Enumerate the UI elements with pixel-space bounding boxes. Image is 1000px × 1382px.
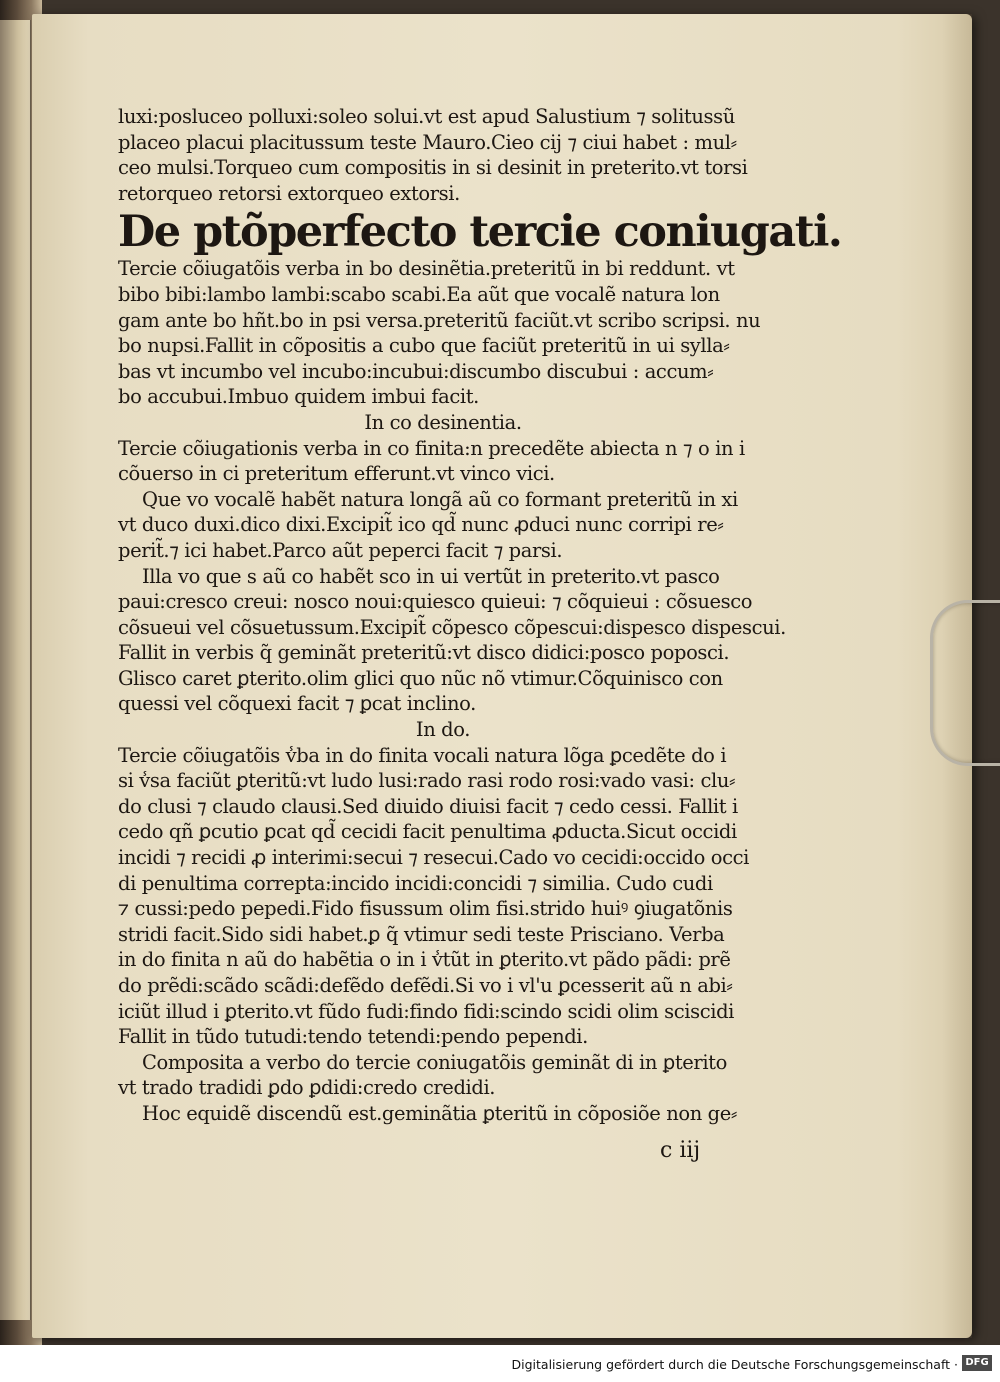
text-line: Illa vo que s aũ co habẽt sco in ui vertũt in preterito.vt pasco (142, 564, 720, 588)
text-line: cõsueui vel cõsuetussum.Excipit̃ cõpesco cõpescui:dispesco dispescui. (118, 615, 786, 639)
paragraph-hoc (118, 1101, 768, 1127)
text-line: perit̃.⁊ ici habet.Parco aũt peperci facit ⁊ parsi. (118, 538, 563, 562)
text-line: bo nupsi.Fallit in cõpositis a cubo que faciũt preteritũ in ui sylla⸗ (118, 334, 730, 358)
text-line: Que vo vocalẽ habẽt natura longã aũ co formant preteritũ in xi (142, 487, 738, 511)
text-line: in do finita n aũ do habẽtia o in i v̾tũt in ꝑterito.vt pãdo pãdi: prẽ (118, 948, 731, 972)
text-line: quessi vel cõquexi facit ⁊ ꝑcat inclino. (118, 692, 476, 716)
footer-bar (0, 1345, 1000, 1382)
text-line: placeo placui placitussum teste Mauro.Cieo cij ⁊ ciui habet : mul⸗ (118, 130, 737, 154)
funding-credit: Digitalisierung gefördert durch die Deutsche Forschungsgemeinschaft · (511, 1357, 958, 1372)
text-line: bas vt incumbo vel incubo:incubui:discumbo discubui : accum⸗ (118, 359, 714, 383)
text-line: paui:cresco creui: nosco noui:quiesco quieui: ⁊ cõquieui : cõsuesco (118, 590, 753, 614)
text-line: luxi:posluceo polluxi:soleo solui.vt est apud Salustium ⁊ solitussũ (118, 105, 735, 128)
text-line: retorqueo retorsi extorqueo extorsi. (118, 181, 460, 205)
text-line: cõuerso in ci preteritum efferunt.vt vinco vici. (118, 462, 555, 486)
text-line: Tercie cõiugatõis v̾ba in do finita vocali natura lõga ꝑcedẽte do i (118, 743, 727, 767)
text-line: Tercie cõiugationis verba in co finita:n precedẽte abiecta n ⁊ o in i (118, 436, 745, 460)
text-line: stridi facit.Sido sidi habet.ꝑ q̃ vtimur sedi teste Prisciano. Verba (118, 922, 725, 946)
text-line: incidi ⁊ recidi ꝓ interimi:secui ⁊ resecui.Cado vo cecidi:occido occi (118, 846, 749, 870)
text-line: Tercie cõiugatõis verba in bo desinẽtia.preteritũ in bi reddunt. vt (118, 257, 735, 281)
text-line: gam ante bo hñt.bo in psi versa.preteritũ faciũt.vt scribo scripsi. nu (118, 308, 761, 332)
paragraph-co (118, 436, 768, 487)
text-line: iciũt illud i ꝑterito.vt fũdo fudi:findo fidi:scindo scidi olim sciscidi (118, 999, 734, 1023)
sub-heading-do: In do. (415, 718, 471, 742)
text-line: bibo bibi:lambo lambi:scabo scabi.Ea aũt que vocalẽ natura lon (118, 282, 720, 306)
paragraph-composita (118, 1050, 768, 1101)
text-line: ceo mulsi.Torqueo cum compositis in si desinit in preterito.vt torsi (118, 156, 748, 180)
text-line: Fallit in verbis q̃ geminãt preteritũ:vt disco didici:posco poposci. (118, 641, 730, 665)
text-line: Hoc equidẽ discendũ est.geminãtia ꝑteritũ in cõposiõe non ge⸗ (142, 1101, 737, 1125)
paragraph-sco (118, 564, 786, 718)
text-line: Fallit in tũdo tutudi:tendo tetendi:pendo pependi. (118, 1025, 588, 1049)
text-line: bo accubui.Imbuo quidem imbui facit. (118, 385, 479, 409)
signature-mark: c iij (660, 1138, 701, 1163)
paragraph-bo (118, 256, 768, 410)
sub-heading-co: In co desinentia. (364, 410, 522, 434)
page-clip (930, 600, 1000, 766)
text-line: vt trado tradidi ꝑdo ꝑdidi:credo credidi. (118, 1076, 496, 1100)
dfg-logo: DFG (962, 1355, 992, 1371)
text-line: vt duco duxi.dico dixi.Excipit̃ ico qd̃ nunc ꝓduci nunc corripi re⸗ (118, 513, 724, 537)
lines-before-heading (118, 104, 768, 206)
previous-page-edge (0, 20, 31, 1320)
text-line: cedo qñ ꝑcutio ꝑcat qd̃ cecidi facit penultima ꝓducta.Sicut occidi (118, 820, 737, 844)
text-line: di penultima correpta:incido incidi:concidi ⁊ similia. Cudo cudi (118, 871, 713, 895)
text-line: Glisco caret ꝑterito.olim glici quo nũc nõ vtimur.Cõquinisco con (118, 666, 723, 690)
text-line: ⁊ cussi:pedo pepedi.Fido fisussum olim fisi.strido huiꝰ ꝯiugatõnis (118, 897, 733, 921)
text-line: do prẽdi:scãdo scãdi:defẽdo defẽdi.Si vo i vl'u ꝑcesserit aũ n abi⸗ (118, 974, 733, 997)
paragraph-do (118, 743, 768, 1050)
text-line: do clusi ⁊ claudo clausi.Sed diuido diuisi facit ⁊ cedo cessi. Fallit i (118, 794, 738, 818)
paragraph-co-long (118, 487, 768, 564)
page-text (118, 104, 842, 1127)
section-heading: De ptõperfecto tercie coniugati. (118, 207, 842, 258)
text-line: Composita a verbo do tercie coniugatõis geminãt di in ꝑterito (142, 1050, 727, 1074)
text-line: si v̾sa faciũt ꝑteritũ:vt ludo lusi:rado rasi rodo rosi:vado vasi: clu⸗ (118, 769, 736, 793)
